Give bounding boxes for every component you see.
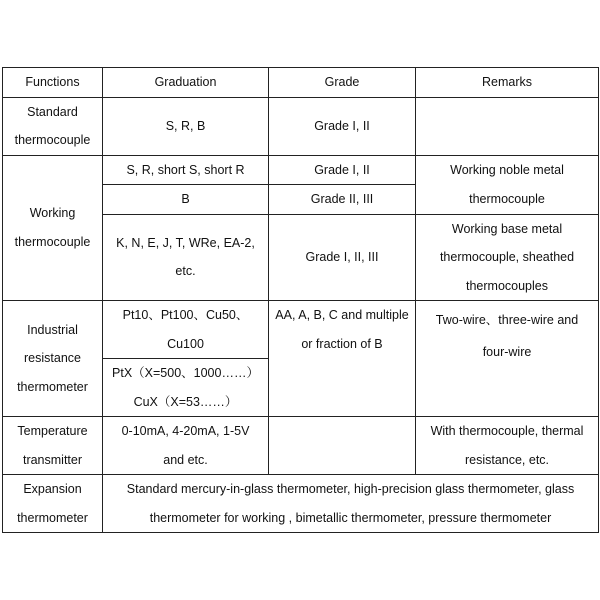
thermometer-classification-table [2,67,599,533]
grade-cell [269,417,416,475]
header-remarks: Remarks [416,68,599,98]
remarks-cell: Working base metal thermocouple, sheathed thermocouples [416,214,599,301]
header-row [3,68,599,98]
function-cell: Working thermocouple [3,155,103,301]
function-cell: Standard thermocouple [3,97,103,155]
header-functions: Functions [3,68,103,98]
graduation-cell: K, N, E, J, T, WRe, EA-2, etc. [103,214,269,301]
remarks-cell: Two-wire、three-wire and four-wire [416,301,599,417]
row-temperature-transmitter [3,417,599,475]
graduation-cell: B [103,185,269,215]
grade-cell: Grade I, II [269,155,416,185]
row-expansion-thermometer [3,475,599,533]
grade-cell: Grade I, II, III [269,214,416,301]
graduation-cell: PtX（X=500、1000……） CuX（X=53……） [103,359,269,417]
graduation-cell: S, R, B [103,97,269,155]
grade-cell: AA, A, B, C and multiple or fraction of B [269,301,416,417]
graduation-cell: Pt10、Pt100、Cu50、Cu100 [103,301,269,359]
function-cell: Temperature transmitter [3,417,103,475]
graduation-cell: S, R, short S, short R [103,155,269,185]
grade-cell: Grade II, III [269,185,416,215]
description-cell: Standard mercury-in-glass thermometer, high-precision glass thermometer, glass thermometer for working , bimetallic thermometer, pressure thermometer [103,475,599,533]
row-industrial-resistance-a [3,301,599,359]
remarks-cell [416,97,599,155]
remarks-cell: With thermocouple, thermal resistance, etc. [416,417,599,475]
header-graduation: Graduation [103,68,269,98]
header-grade: Grade [269,68,416,98]
graduation-cell: 0-10mA, 4-20mA, 1-5V and etc. [103,417,269,475]
row-standard-thermocouple [3,97,599,155]
function-cell: Expansion thermometer [3,475,103,533]
function-cell: Industrial resistance thermometer [3,301,103,417]
grade-cell: Grade I, II [269,97,416,155]
row-working-thermocouple-a [3,155,599,185]
remarks-cell: Working noble metal thermocouple [416,155,599,214]
